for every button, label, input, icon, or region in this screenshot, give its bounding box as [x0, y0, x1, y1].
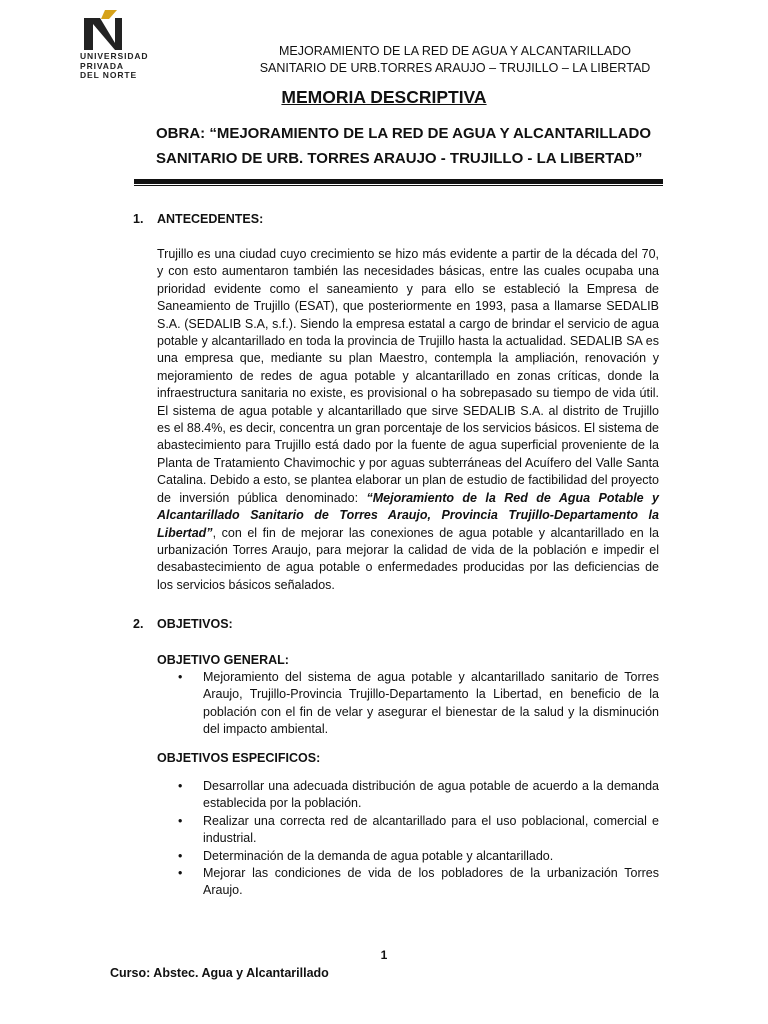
bullet-icon: • [178, 779, 183, 793]
paragraph-text-a: Trujillo es una ciudad cuyo crecimiento se hizo más evidente a partir de la década del 70, y con esto aumentaron también las necesidades básicas, entre las cuales ocupaba una prioridad evidente como el saneamiento y para ello se estableció la Empresa de Saneamiento de Trujillo (ESAT), que posteriormente en 1993, pasa a llamarse SEDALIB S.A. (SEDALIB S.A, s.f.). Siendo la empresa estatal a cargo de brindar el servicio de agua potable y alcantarillado en toda la provincia de Trujillo hasta la actualidad. SEDALIB SA es una empresa que, mediante su plan Maestro, contempla la ampliación, renovación y mejoramiento de redes de agua potable y alcantarillado en zonas críticas, donde la infraestructura sanitaria no existe, es provisional o ha sobrepasado su tiempo de vida útil. El sistema de agua potable y alcantarillado que sirve SEDALIB S.A. al distrito de Trujillo es el 88.4%, es decir, concentra un gran porcentaje de los servicios básicos. El sistema de abastecimiento para Trujillo está dado por la fuente de agua superficial proveniente de la Planta de Tratamiento Chavimochic y por aguas subterráneas del Acuífero del Valle Santa Catalina. Debido a esto, se plantea elaborar un plan de estudio de factibilidad del proyecto de inversión pública denominado: [157, 247, 659, 505]
section-1-heading: ANTECEDENTES: [157, 212, 264, 226]
section-2-number: 2. [133, 617, 144, 631]
section-2-heading: OBJETIVOS: [157, 617, 233, 631]
list-item [175, 865, 659, 900]
logo-text [80, 52, 148, 81]
header-line-1: MEJORAMIENTO DE LA RED DE AGUA Y ALCANTARILLADO [279, 44, 631, 58]
bullet-icon: • [178, 670, 183, 684]
bullet-icon: • [178, 848, 183, 863]
list-item-text: Determinación de la demanda de agua potable y alcantarillado. [203, 848, 554, 863]
objetivo-general-heading: OBJETIVO GENERAL: [157, 653, 289, 667]
list-item [175, 848, 659, 865]
list-item-text: Mejoramiento del sistema de agua potable y alcantarillado sanitario de Torres Araujo, Trujillo-Provincia Trujillo-Departamento la Libertad, en beneficio de la población con el fin de velar y asegurar el bienestar de la salud y la disminución del impacto ambiental. [203, 670, 659, 737]
antecedentes-paragraph [157, 246, 659, 594]
list-item [175, 813, 659, 848]
document-header [240, 43, 670, 77]
list-item-text: Realizar una correcta red de alcantarillado para el uso poblacional, comercial e industrial. [203, 813, 659, 846]
list-item [175, 669, 659, 739]
divider-thick [134, 179, 663, 184]
list-item-text: Mejorar las condiciones de vida de los pobladores de la urbanización Torres Araujo. [203, 866, 659, 898]
list-item-text: Desarrollar una adecuada distribución de agua potable de acuerdo a la demanda establecida por la población. [203, 779, 659, 811]
project-name-italic: “Mejoramiento de la Red de Agua Potable y Alcantarillado Sanitario de Torres Araujo, Provincia Trujillo-Departamento la Libertad” [157, 490, 659, 540]
footer-course: Curso: Abstec. Agua y Alcantarillado [110, 966, 329, 980]
bullet-icon: • [178, 866, 183, 881]
page-number: 1 [380, 948, 388, 962]
section-1-number: 1. [133, 212, 144, 226]
logo-line-2: PRIVADA [80, 60, 124, 71]
paragraph-text-b: , con el fin de mejorar las conexiones de agua potable y alcantarillado en la urbanización Torres Araujo, para mejorar la calidad de vida de la población e impedir el desabastecimiento de agua potable o enfermedades producidas por las deficiencias de los servicios básicos señalados. [157, 525, 659, 592]
divider-thin [134, 185, 663, 186]
list-item [175, 778, 659, 813]
bullet-icon: • [178, 813, 183, 828]
objetivos-especificos-heading: OBJETIVOS ESPECIFICOS: [157, 751, 321, 765]
header-line-2: SANITARIO DE URB.TORRES ARAUJO – TRUJILLO – LA LIBERTAD [259, 61, 651, 75]
page-title: MEMORIA DESCRIPTIVA [281, 87, 487, 107]
objetivo-general-list [175, 669, 659, 739]
objetivos-especificos-list [175, 778, 659, 900]
logo-line-1: UNIVERSIDAD [80, 51, 149, 61]
logo-line-3: DEL NORTE [80, 70, 138, 80]
obra-title: OBRA: “MEJORAMIENTO DE LA RED DE AGUA Y ALCANTARILLADO SANITARIO DE URB. TORRES ARAUJO - TRUJILLO - LA LIBERTAD” [156, 125, 652, 167]
